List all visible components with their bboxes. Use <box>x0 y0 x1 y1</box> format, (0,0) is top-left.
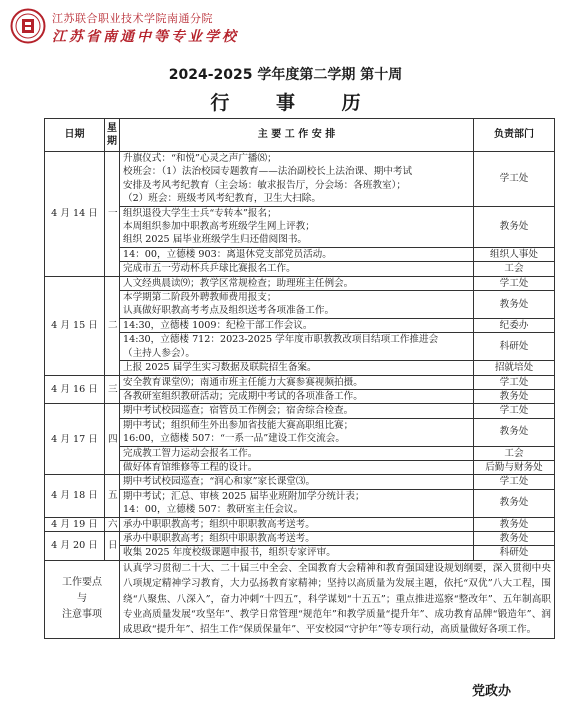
task-cell <box>120 389 474 403</box>
day-weekday: 日 <box>105 531 120 560</box>
schedule-row <box>45 489 555 517</box>
dept-cell: 科研处 <box>474 333 555 361</box>
task-cell <box>120 531 474 545</box>
schedule-row <box>45 446 555 460</box>
schedule-row <box>45 517 555 531</box>
notes-text: 认真学习贯彻二十大、二十届三中全会、全国教育大会精神和教育强国建设规划纲要，深入贯彻中央八项规定精神学习教育，大力弘扬教育家精神；坚持以高质量为发展主题，依托“双优”八大工程，围绕“八聚焦、八深入”，奋力冲刺“十四五”，科学谋划“十五五”；重点推进巡察“整改年”、五年制高职专业高质量发展“攻坚年”、教学日常管理“规范年”和教学质量“提升年”、成功教育品牌“锻造年”、润成思政“提升年”、招生工作“保质保量年”、平安校园“守护年”等专项行动，高质量做好各项工作。 <box>120 560 555 638</box>
task-cell <box>120 318 474 332</box>
task-cell <box>120 546 474 560</box>
dept-cell: 学工处 <box>474 475 555 489</box>
task-cell <box>120 361 474 375</box>
task-line: （主持人参会）。 <box>123 347 195 359</box>
dept-cell: 科研处 <box>474 546 555 560</box>
page-subtitle: 行 事 历 <box>210 92 381 114</box>
task-line: 安排及考风考纪教育（主会场：敏求报告厅，分会场：各班教室）； <box>123 179 407 191</box>
schedule-row <box>45 375 555 389</box>
footer-office: 党政办 <box>471 684 511 699</box>
task-line: 期中考试；汇总、审核 2025 届毕业班附加学分统计表； <box>123 490 365 502</box>
day-weekday: 四 <box>105 404 120 475</box>
schedule-row <box>45 291 555 319</box>
task-cell <box>120 276 474 290</box>
dept-cell: 教务处 <box>474 291 555 319</box>
task-cell <box>120 418 474 446</box>
schedule-row <box>45 404 555 418</box>
schedule-row <box>45 276 555 290</box>
task-cell <box>120 152 474 207</box>
task-line: 14:30，立德楼 712：2023-2025 学年度市职教教改项目结项工作推进会 <box>123 334 439 346</box>
dept-cell: 教务处 <box>474 531 555 545</box>
task-line: 14：00，立德楼 903：离退休党支部党员活动。 <box>123 248 332 260</box>
task-line: 完成教工智力运动会报名工作。 <box>123 447 258 459</box>
school-name: 江苏联合职业技术学院南通分院 <box>52 12 213 25</box>
task-line: 本学期第二阶段外聘教师费用报支； <box>123 292 277 304</box>
task-cell <box>120 247 474 261</box>
day-date: 4 月 20 日 <box>45 531 105 560</box>
schedule-row <box>45 206 555 247</box>
task-cell <box>120 489 474 517</box>
task-cell <box>120 291 474 319</box>
day-date: 4 月 19 日 <box>45 517 105 531</box>
task-line: 14：00，立德楼 507：教研室主任会议。 <box>123 504 304 516</box>
schedule-row <box>45 418 555 446</box>
day-date: 4 月 15 日 <box>45 276 105 375</box>
task-cell <box>120 404 474 418</box>
task-line: 升旗仪式：“和悦”心灵之声广播⑻； <box>123 153 277 164</box>
day-weekday: 三 <box>105 375 120 404</box>
task-line: 承办中职职教高考；组织中职职教高考送考。 <box>123 532 315 544</box>
dept-cell: 工会 <box>474 262 555 276</box>
schedule-row <box>45 361 555 375</box>
schedule-row <box>45 318 555 332</box>
task-cell <box>120 262 474 276</box>
task-line: 人文经典晨读⑼；教学区常规检查；助理班主任例会。 <box>123 277 354 289</box>
dept-cell: 组织人事处 <box>474 247 555 261</box>
dept-cell: 学工处 <box>474 276 555 290</box>
task-line: 安全教育课堂⑼；南通市班主任能力大赛参赛视频拍摄。 <box>123 376 363 388</box>
task-line: 完成市五一劳动杯兵乒球比赛报名工作。 <box>123 263 296 275</box>
schedule-body <box>45 152 555 639</box>
task-cell <box>120 333 474 361</box>
dept-cell: 学工处 <box>474 404 555 418</box>
day-date: 4 月 18 日 <box>45 475 105 517</box>
task-line: 各教研室组织教研活动；完成期中考试的各项准备工作。 <box>123 390 363 402</box>
schedule-row <box>45 247 555 261</box>
schedule-row <box>45 531 555 545</box>
dept-cell: 教务处 <box>474 206 555 247</box>
schedule-row <box>45 389 555 403</box>
page-title: 2024-2025 学年度第二学期 第十周 <box>168 67 403 83</box>
school-logo-icon <box>10 8 46 44</box>
dept-cell: 教务处 <box>474 517 555 531</box>
notes-label-line: 与 <box>77 593 87 605</box>
notes-row <box>45 560 555 638</box>
task-line: 认真做好职教高考考点及组织送考各项准备工作。 <box>123 305 335 317</box>
school-name-calligraphy: 江苏省南通中等专业学校 <box>52 29 239 45</box>
task-line: 组织 2025 届毕业班级学生归还借阅图书。 <box>123 234 308 246</box>
day-weekday: 一 <box>105 152 120 277</box>
dept-cell: 学工处 <box>474 375 555 389</box>
task-cell <box>120 460 474 474</box>
task-line: 14:30，立德楼 1009：纪检干部工作会议。 <box>123 319 313 331</box>
notes-label-line: 工作要点 <box>62 577 102 589</box>
schedule-table <box>44 118 555 639</box>
schedule-row <box>45 152 555 207</box>
schedule-row <box>45 262 555 276</box>
dept-cell: 教务处 <box>474 389 555 403</box>
dept-cell: 工会 <box>474 446 555 460</box>
task-line: 上报 2025 届学生实习数据及联院招生备案。 <box>123 362 317 374</box>
task-line: 期中考试校园巡查；宿管员工作例会；宿舍综合检查。 <box>123 405 354 417</box>
task-line: 收集 2025 年度校级课题申报书，组织专家评审。 <box>123 547 336 559</box>
task-cell <box>120 517 474 531</box>
dept-cell: 后勤与财务处 <box>474 460 555 474</box>
day-date: 4 月 16 日 <box>45 375 105 404</box>
dept-cell: 教务处 <box>474 418 555 446</box>
notes-label-line: 注意事项 <box>62 609 102 621</box>
day-date: 4 月 17 日 <box>45 404 105 475</box>
header-date: 日期 <box>45 119 105 152</box>
schedule-row <box>45 546 555 560</box>
day-weekday: 五 <box>105 475 120 517</box>
task-line: 期中考试校园巡查；“润心和家”家长课堂⑶。 <box>123 476 316 488</box>
day-date: 4 月 14 日 <box>45 152 105 277</box>
task-line: （2）班会：班级考风考纪教育，卫生大扫除。 <box>123 193 321 205</box>
task-line: 本周组织参加中职教高考班级学生网上评教； <box>123 221 315 233</box>
task-line: 期中考试；组织师生外出参加省技能大赛高职组比赛； <box>123 419 354 431</box>
task-line: 做好体育馆维修等工程的设计。 <box>123 461 258 473</box>
dept-cell: 纪委办 <box>474 318 555 332</box>
dept-cell: 学工处 <box>474 152 555 207</box>
task-line: 校班会：（1）法治校园专题教育——法治副校长上法治课、期中考试 <box>123 166 413 178</box>
schedule-row <box>45 475 555 489</box>
header-tasks: 主 要 工 作 安 排 <box>120 119 474 152</box>
dept-cell: 招就培处 <box>474 361 555 375</box>
task-cell <box>120 446 474 460</box>
dept-cell: 教务处 <box>474 489 555 517</box>
task-cell <box>120 206 474 247</box>
day-weekday: 二 <box>105 276 120 375</box>
header-dept: 负责部门 <box>474 119 555 152</box>
task-line: 组织退役大学生士兵“专转本”报名； <box>123 207 277 219</box>
task-line: 16:00，立德楼 507：“一系一品”建设工作交流会。 <box>123 433 345 445</box>
task-cell <box>120 475 474 489</box>
schedule-row <box>45 460 555 474</box>
task-cell <box>120 375 474 389</box>
day-weekday: 六 <box>105 517 120 531</box>
header-week: 星期 <box>105 119 120 152</box>
notes-label <box>45 560 120 638</box>
task-line: 承办中职职教高考；组织中职职教高考送考。 <box>123 518 315 530</box>
schedule-row <box>45 333 555 361</box>
